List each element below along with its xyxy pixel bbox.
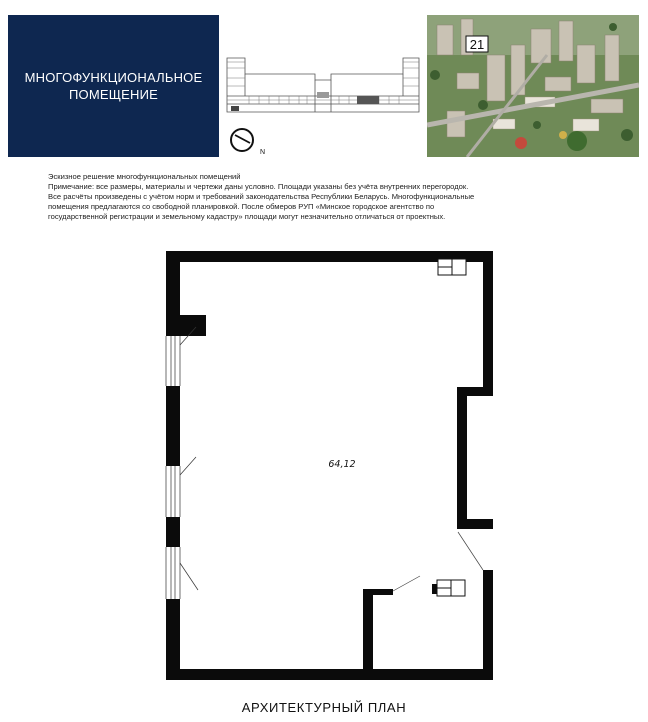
room-area-label: 64,12 <box>328 459 356 470</box>
aerial-image <box>427 15 639 157</box>
key-plan-image <box>219 52 427 124</box>
notes-line-3: Все расчёты произведены с учётом норм и требований законодательства Республики Беларусь. Многофункциональные <box>48 192 475 201</box>
notes-line-5: государственной регистрации и земельному кадастру» площади могут незначительно отличаться от проектных. <box>48 212 446 221</box>
notes-block <box>48 172 618 222</box>
building-number-label: 21 <box>469 37 485 52</box>
aerial-photo <box>427 15 639 157</box>
notes-line-1: Эскизное решение многофункциональных помещений <box>48 172 241 181</box>
plan-caption: АРХИТЕКТУРНЫЙ ПЛАН <box>241 700 407 715</box>
page-title <box>25 69 203 103</box>
notes-line-4: помещения предлагаются со свободной планировкой. После обмеров РУП «Минское городское агентство по <box>48 202 435 211</box>
notes-line-2: Примечание: все размеры, материалы и чертежи даны условно. Площади указаны без учёта внутренних перегородок. <box>48 182 469 191</box>
floor-plan <box>160 245 500 685</box>
title-panel <box>8 15 219 157</box>
compass-icon <box>226 122 270 158</box>
title-line-2: ПОМЕЩЕНИЕ <box>68 87 158 102</box>
title-line-1: МНОГОФУНКЦИОНАЛЬНОЕ <box>24 70 203 85</box>
compass-north-label: N <box>260 149 266 156</box>
